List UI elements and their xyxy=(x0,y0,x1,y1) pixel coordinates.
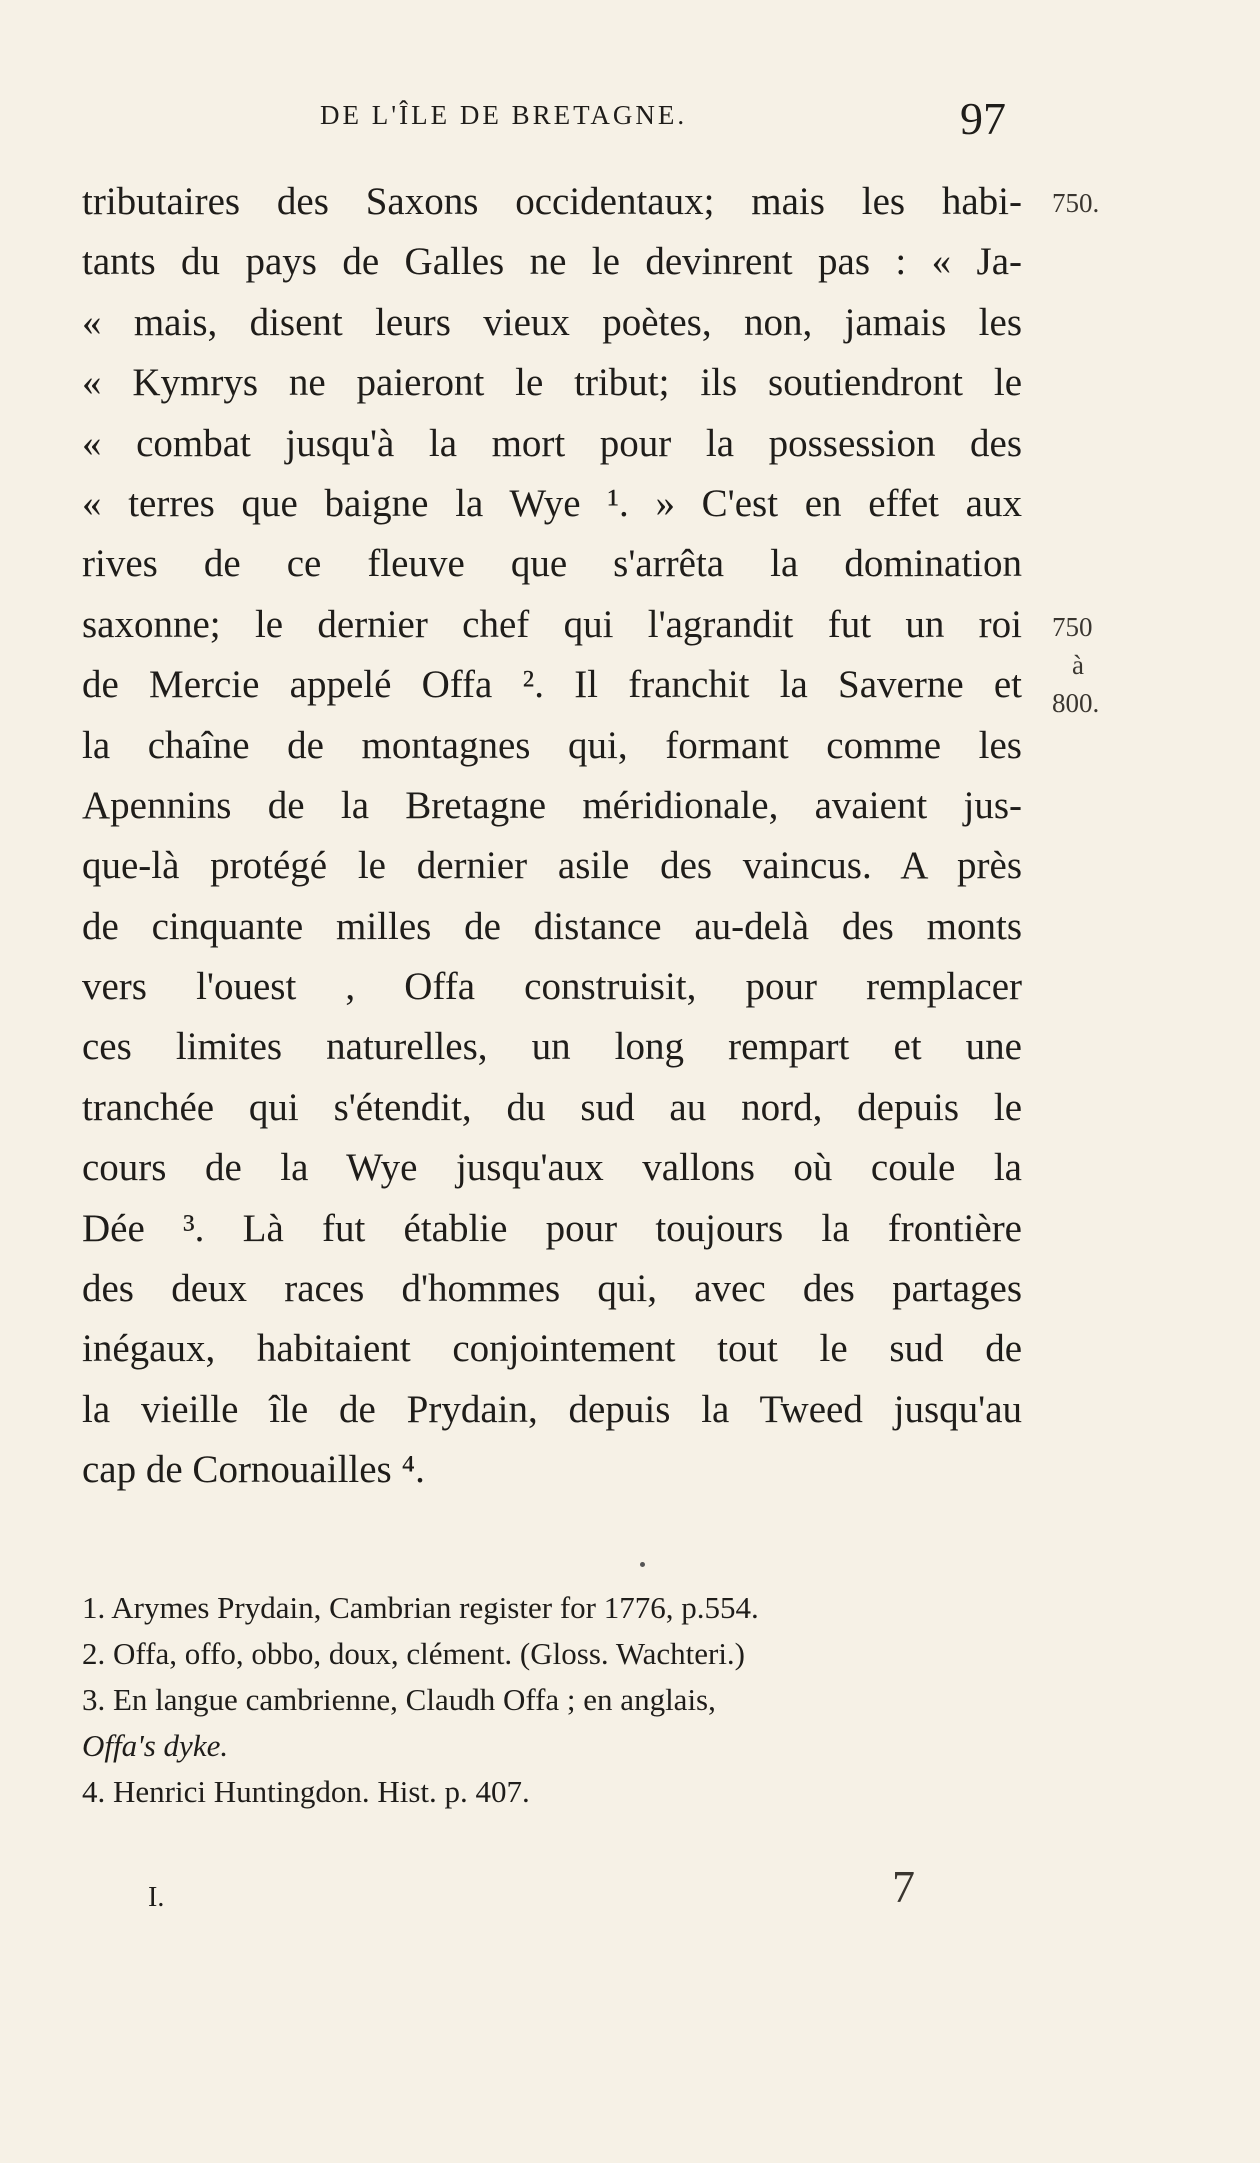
footnotes xyxy=(82,1585,1032,1815)
separator-dot xyxy=(640,1562,645,1567)
signature-number: 7 xyxy=(892,1861,915,1912)
text-line: saxonne; le dernier chef qui l'agrandit fut un roi xyxy=(82,602,1022,646)
text-line: tributaires des Saxons occidentaux; mais les habi- xyxy=(82,180,1022,223)
text-line: que-là protégé le dernier asile des vaincus. A près xyxy=(82,844,1022,888)
body-text xyxy=(82,172,1022,1501)
signature-mark: I. xyxy=(148,1882,165,1913)
text-line: cap de Cornouailles ⁴. xyxy=(82,1448,425,1492)
text-line: vers l'ouest , Offa construisit, pour remplacer xyxy=(82,965,1022,1009)
footnote-3-continued: Offa's dyke. xyxy=(82,1728,229,1763)
footnote-2: 2. Offa, offo, obbo, doux, clément. (Gloss. Wachteri.) xyxy=(82,1636,746,1671)
text-line: « combat jusqu'à la mort pour la possession des xyxy=(82,421,1022,465)
text-line: tants du pays de Galles ne le devinrent pas : « Ja- xyxy=(82,240,1022,284)
text-line: Apennins de la Bretagne méridionale, avaient jus- xyxy=(82,783,1022,827)
text-line: « terres que baigne la Wye ¹. » C'est en effet aux xyxy=(82,481,1022,525)
text-line: ces limites naturelles, un long rempart et une xyxy=(82,1025,1022,1069)
text-line: cours de la Wye jusqu'aux vallons où coule la xyxy=(82,1146,1022,1190)
margin-date-range-sep: à xyxy=(1072,650,1084,680)
margin-date-range-end: 800. xyxy=(1052,688,1100,718)
footnote-1: 1. Arymes Prydain, Cambrian register for 1776, p.554. xyxy=(82,1590,759,1625)
text-line: tranchée qui s'étendit, du sud au nord, depuis le xyxy=(82,1085,1022,1129)
text-line: rives de ce fleuve que s'arrêta la domination xyxy=(82,542,1022,586)
text-line: la chaîne de montagnes qui, formant comme les xyxy=(82,723,1022,767)
running-title: DE L'ÎLE DE BRETAGNE. xyxy=(320,100,688,130)
text-line: « mais, disent leurs vieux poètes, non, jamais les xyxy=(82,300,1022,344)
margin-date-750: 750. xyxy=(1052,188,1100,218)
text-line: de cinquante milles de distance au-delà des monts xyxy=(82,904,1022,948)
margin-date-range-start: 750 xyxy=(1052,612,1093,642)
text-line: inégaux, habitaient conjointement tout le sud de xyxy=(82,1327,1022,1371)
text-line: de Mercie appelé Offa ². Il franchit la Saverne et xyxy=(82,663,1022,707)
page-number: 97 xyxy=(960,93,1006,144)
text-line: des deux races d'hommes qui, avec des partages xyxy=(82,1267,1022,1311)
footnote-3: 3. En langue cambrienne, Claudh Offa ; en anglais, xyxy=(82,1682,716,1717)
text-line: « Kymrys ne paieront le tribut; ils soutiendront le xyxy=(82,361,1022,405)
footnote-4: 4. Henrici Huntingdon. Hist. p. 407. xyxy=(82,1774,530,1809)
text-line: la vieille île de Prydain, depuis la Tweed jusqu'au xyxy=(82,1387,1022,1431)
text-line: Dée ³. Là fut établie pour toujours la frontière xyxy=(82,1206,1022,1250)
